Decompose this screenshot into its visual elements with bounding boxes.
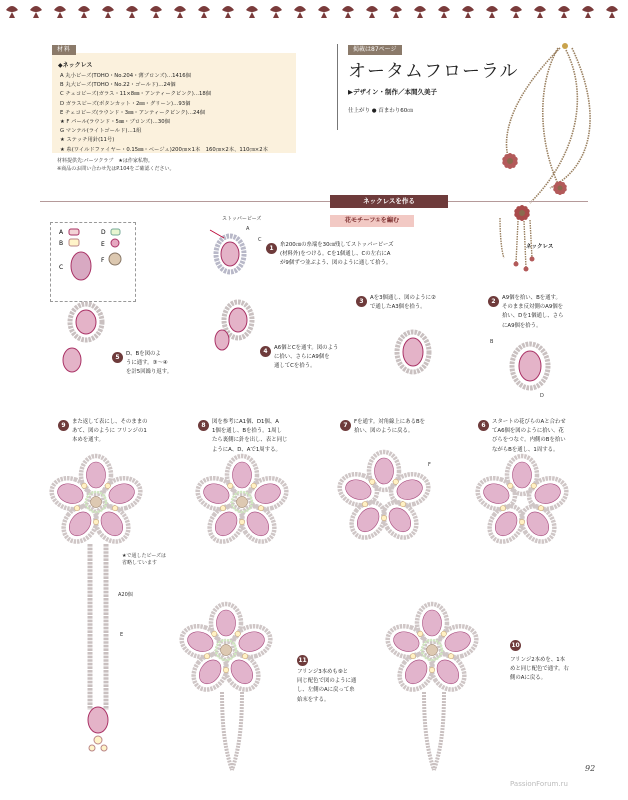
necklace-photo-label: ネックレス [526,244,554,250]
step-line: 糸200㎝の糸端を30㎝残してストッパービーズ [280,242,394,248]
step-line: 拾い、図のように戻る。 [354,428,414,435]
fringe-label-e: E [120,632,124,638]
step-number: 2 [488,296,499,307]
step-line: てA6個を図のように拾い、花 [492,428,564,435]
step-text [297,668,356,705]
a20-label: A20個 [118,592,133,598]
step4-diagram [200,294,270,354]
material-item: ★ 糸(ワイルドファイヤー・0.15㎜・ベージュ)200㎝×1本 160㎝×2本、110㎝×2本 [60,146,268,153]
section-heading [40,195,588,209]
step-line: ようにA、D、Aで1周する。 [212,446,281,453]
step-line: フリンジ2本めを、1本 [510,657,566,663]
material-item: C チェコビーズ(ガラス・11×8㎜・アンティークピンク)…18個 [60,91,212,98]
step2-label-b: B [490,339,494,345]
site-watermark: PassionForum.ru [510,780,568,788]
step-number: 3 [356,296,367,307]
step-number: 5 [112,352,123,363]
step-line: Aを3個通し、図のように② [370,295,436,301]
section-rule [40,201,588,202]
step-line: うに通す。③～④ [126,360,168,367]
step-line: を計5回繰り返す。 [126,369,173,376]
step7-label-f: F [428,462,431,468]
step10-flower-diagram [380,598,484,702]
step-line: Fを通す。対角線上にあるBを [354,419,426,425]
step-number: 10 [511,642,520,649]
step-line: ながらBを通し、1周する。 [492,446,559,453]
step-line: 拾い、Dを1個通し、さら [502,313,564,320]
step7-flower-diagram [332,446,436,550]
dagger-note [122,553,166,567]
step-line: 通してCを拾う。 [274,363,316,370]
note-line: ※商品のお問い合わせ先はP.104をご確認ください。 [57,166,175,173]
material-item: D ガラスビーズ(ボタンカット・2㎜・グリーン)…93個 [60,100,191,107]
step-line: にA9個を拾う。 [502,322,542,329]
step-line: に拾い、さらにA9個を [274,354,330,361]
step-number: 1 [266,243,277,254]
page-title: オータムフローラル [348,61,519,82]
step8-flower-diagram [190,450,294,554]
step9-fringe [72,540,132,755]
step-line: A9個を拾い、Bを通す。 [502,295,561,301]
step2-diagram [500,336,560,396]
finished-size: 仕上がり ● 首まわり60㎝ [348,108,413,114]
step-line: A6個とCを通す。図のよう [274,345,339,351]
step3-diagram [390,320,436,378]
legend-label-a: A [59,229,64,236]
step2-label-d: D [540,393,544,399]
step11-flower-diagram [174,598,278,702]
step-line: びらをつなぐ。内側のBを拾い [492,437,566,444]
step-text [354,418,425,436]
step-line: 1個を通し、Bを拾う。1周し [212,428,282,435]
step-line: スタートの花びらのAと合わせ [492,419,566,425]
step-text [502,294,564,331]
step-number: 6 [478,420,489,431]
step1-label-a: A [246,226,250,232]
material-item: ★ F パール(ラウンド・5㎜・ブロンズ)…30個 [60,119,170,126]
step-line: (材料外)をつける。Cを1個通し、Cの左右にA [280,251,391,258]
stopper-bead-label: ストッパービーズ [222,216,262,222]
step-text [72,418,147,446]
note-line: 省略しています [122,560,158,566]
step-text [274,344,338,372]
legend-swatches [51,223,137,303]
page-number: 92 [585,764,596,773]
bead-legend [50,222,136,302]
step-number: 7 [340,420,351,431]
step-line: 側のAに戻る。 [510,675,547,682]
step-line: で通したA3個を拾う。 [370,304,426,311]
header-divider [337,44,338,130]
step-text [370,294,436,312]
step-line: 本めを通す。 [72,437,104,444]
materials-notes [57,157,175,174]
step-line: あて、図のように フリンジの1 [72,428,147,435]
step-line: 図を参考にA1個、D1個、A [212,419,279,425]
material-item: B 丸大ビーズ(TOHO・No.22・ゴールド)…24個 [60,82,176,89]
materials-tag: 材料 [52,45,76,55]
legend-label-f: F [101,257,105,264]
legend-label-d: D [101,229,106,236]
legend-label-b: B [59,240,64,247]
material-item: E チェコビーズ(ラウンド・3㎜・アンティークピンク)…24個 [60,109,206,116]
page-reference-tag: 掲載は87ページ [348,45,402,55]
step-line: めと同じ配色で通す。右 [510,666,569,673]
step-line: たら裏側に針を出し、表と同じ [212,437,288,444]
motif-label: 花モチーフ①を編む [330,215,414,227]
step-number: 9 [58,420,69,431]
step6-flower-diagram [470,450,574,554]
step-line: D、Bを図のよ [126,351,161,357]
step-line: フリンジ3本めも⑨と [297,669,349,675]
note-line: ★で通したビーズは [122,553,167,559]
step-line: し、左側のAに戻って糸 [297,687,355,694]
material-item: A 丸小ビーズ(TOHO・No.204・薄ブロンズ)…1416個 [60,73,191,79]
step1-diagram [200,222,260,282]
step11-fringe [212,692,252,772]
step-text [280,241,394,269]
material-item: G マンテル(ライトゴールド)…1組 [60,128,142,135]
top-ornament-border [0,0,628,30]
step-number: 8 [198,420,209,431]
legend-label-c: C [59,264,64,271]
necklace-photo [440,38,615,278]
section-label: ネックレスを作る [330,195,448,208]
step-line: そのまま反対側のA9個を [502,304,564,311]
step-number: 11 [298,657,307,664]
step9-flower-diagram [44,450,148,554]
step-line: 始末をする。 [297,696,330,703]
materials-heading: ◆ネックレス [58,62,93,69]
step5-diagram [50,300,122,380]
step-text [126,350,172,378]
step-number: 4 [260,346,271,357]
step-line: 同じ配色で図のように通 [297,678,357,685]
note-line: 材料提供先:パーツクラブ ★は作家私物。 [57,158,153,164]
step-line: また返して表にし、そのままの [72,419,148,425]
materials-list [60,72,292,155]
material-item: ★ ステッチ用針(11号) [60,137,115,144]
step-line: が9個ずつ並ぶよう、図のように通して拾う。 [280,260,392,267]
step10-fringe [414,692,454,772]
legend-label-e: E [101,241,105,248]
design-credit: ▶デザイン・制作／本間久美子 [348,88,438,96]
step-text [510,656,569,684]
step1-label-c: C [258,237,262,243]
